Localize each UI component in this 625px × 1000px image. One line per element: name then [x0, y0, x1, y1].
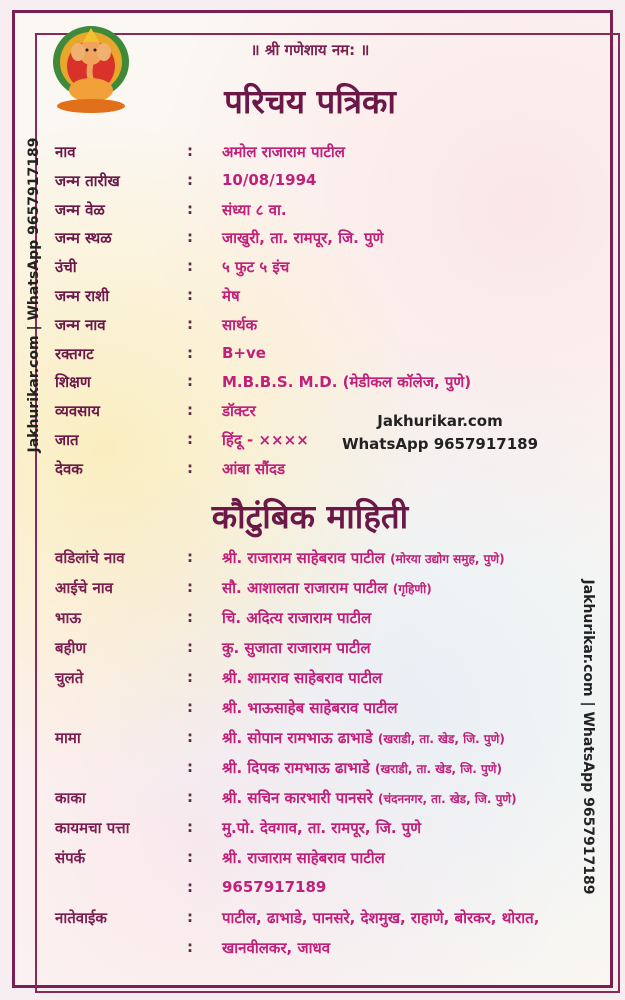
personal-label: जन्म तारीख: [55, 171, 120, 190]
family-row: [55, 818, 595, 848]
family-colon: :: [187, 668, 193, 686]
personal-label: जन्म स्थळ: [55, 229, 112, 248]
watermark-center: [330, 410, 550, 456]
personal-row: [55, 344, 475, 372]
family-value: [222, 788, 517, 808]
family-label: बहीण: [55, 639, 87, 657]
family-note: (मोरया उद्योग समुह, पुणे): [390, 552, 505, 566]
personal-colon: :: [187, 228, 193, 247]
personal-label: शिक्षण: [55, 373, 91, 392]
family-value: [222, 908, 539, 928]
personal-label: नाव: [55, 143, 76, 161]
personal-value-text: जाखुरी, ता. रामपूर, जि. पुणे: [222, 229, 384, 248]
personal-value-text: डॉक्टर: [222, 402, 256, 421]
family-row: [55, 548, 595, 578]
family-colon: :: [187, 728, 193, 746]
personal-value: [222, 401, 256, 421]
family-label: चुलते: [55, 669, 84, 687]
personal-value-text: मेष: [222, 287, 240, 305]
personal-row: [55, 372, 475, 400]
watermark-whatsapp: WhatsApp 9657917189: [341, 435, 539, 453]
family-label: कायमचा पत्ता: [55, 819, 130, 837]
personal-colon: :: [187, 142, 193, 160]
personal-value-text: संध्या ८ वा.: [222, 200, 287, 219]
personal-value: [222, 257, 289, 277]
personal-value: [222, 459, 285, 479]
personal-row: [55, 459, 475, 487]
family-colon: :: [187, 758, 193, 776]
family-value: [222, 548, 505, 568]
personal-value-text: B+ve: [222, 343, 266, 362]
family-value-text: श्री. शामराव साहेबराव पाटील: [222, 669, 383, 687]
family-colon: :: [187, 938, 193, 956]
family-label: संपर्क: [55, 849, 86, 867]
invocation-text: ॥ श्री गणेशाय नम: ॥: [250, 41, 370, 59]
family-value: [222, 638, 371, 658]
family-row: [55, 938, 595, 968]
personal-value: [222, 200, 287, 220]
family-value-text: मु.पो. देवगाव, ता. रामपूर, जि. पुणे: [222, 819, 422, 837]
personal-colon: :: [187, 257, 193, 276]
family-value-text: श्री. सोपान रामभाऊ ढाभाडे: [222, 729, 373, 747]
family-colon: :: [187, 788, 193, 806]
personal-value-text: M.B.B.S. M.D. (मेडीकल कॉलेज, पुणे): [222, 373, 472, 392]
family-value: [222, 698, 398, 718]
family-value-text: श्री. भाऊसाहेब साहेबराव पाटील: [222, 699, 398, 717]
family-row: [55, 728, 595, 758]
family-label: आईचे नाव: [55, 579, 113, 597]
personal-colon: :: [187, 343, 193, 362]
family-row: [55, 698, 595, 728]
family-row: [55, 638, 595, 668]
watermark-side-right: Jakhurikar.com | WhatsApp 9657917189: [580, 579, 596, 895]
family-value-text: 9657917189: [222, 878, 327, 896]
personal-colon: :: [187, 170, 193, 189]
family-colon: :: [187, 848, 193, 866]
personal-value: [222, 286, 240, 306]
personal-colon: :: [187, 401, 193, 420]
family-value: [222, 848, 385, 868]
personal-label: जन्म नाव: [55, 315, 106, 334]
family-label: मामा: [55, 729, 81, 747]
family-value: [222, 878, 326, 896]
family-value-text: श्री. दिपक रामभाऊ ढाभाडे: [222, 759, 370, 777]
personal-value-text: ५ फुट ५ इंच: [222, 258, 290, 277]
family-note: (गृहिणी): [392, 582, 432, 596]
family-colon: :: [187, 608, 193, 626]
family-colon: :: [187, 698, 193, 716]
personal-value-text: हिंदू - ××××: [222, 431, 309, 449]
personal-value-text: आंबा सौंदड: [222, 459, 286, 478]
personal-colon: :: [187, 430, 193, 448]
personal-row: [55, 257, 475, 285]
personal-row: [55, 171, 475, 199]
personal-colon: :: [187, 458, 193, 477]
family-value: [222, 578, 432, 598]
watermark-site: Jakhurikar.com: [377, 412, 503, 430]
personal-value: [222, 315, 257, 335]
family-colon: :: [187, 578, 193, 596]
family-value-text: श्री. राजाराम साहेबराव पाटील: [222, 849, 385, 867]
family-colon: :: [187, 908, 193, 926]
personal-value: [222, 430, 309, 450]
personal-value: [222, 228, 383, 248]
family-note: (खराडी, ता. खेड, जि. पुणे): [377, 732, 505, 746]
family-row: [55, 908, 595, 938]
personal-value: [222, 171, 316, 189]
personal-colon: :: [187, 314, 193, 333]
family-value: [222, 728, 505, 748]
family-value-text: चि. अदित्य राजाराम पाटील: [222, 609, 372, 627]
family-title: कौटुंबिक माहिती: [211, 497, 409, 536]
family-row: [55, 608, 595, 638]
family-label: भाऊ: [55, 609, 82, 627]
personal-row: [55, 142, 475, 170]
personal-label: देवक: [55, 459, 83, 478]
personal-value-text: 10/08/1994: [222, 170, 317, 189]
personal-colon: :: [187, 286, 193, 304]
personal-label: व्यवसाय: [55, 402, 100, 421]
family-value-text: श्री. सचिन कारभारी पानसरे: [222, 789, 373, 807]
personal-label: रक्तगट: [55, 344, 94, 363]
family-value: [222, 818, 421, 838]
family-label: वडिलांचे नाव: [55, 549, 125, 567]
personal-label: जन्म राशी: [55, 287, 110, 305]
family-row: [55, 878, 595, 908]
family-value-text: कु. सुजाता राजाराम पाटील: [222, 639, 371, 657]
family-value-text: खानवीलकर, जाधव: [222, 939, 331, 957]
personal-colon: :: [187, 372, 193, 391]
family-row: [55, 848, 595, 878]
family-value: [222, 668, 382, 688]
personal-label: जन्म वेळ: [55, 200, 105, 219]
personal-row: [55, 286, 475, 314]
personal-colon: :: [187, 199, 193, 218]
family-row: [55, 758, 595, 788]
family-value-text: पाटील, ढाभाडे, पानसरे, देशमुख, राहाणे, बोरकर, थोरात,: [222, 909, 540, 927]
personal-label: उंची: [55, 258, 77, 277]
personal-label: जात: [55, 431, 79, 449]
family-colon: :: [187, 818, 193, 836]
family-note: (चंदननगर, ता. खेड, जि. पुणे): [377, 792, 517, 806]
family-value: [222, 938, 330, 958]
family-label: काका: [55, 789, 86, 807]
family-row: [55, 668, 595, 698]
personal-value-text: अमोल राजाराम पाटील: [222, 143, 345, 161]
personal-row: [55, 228, 475, 256]
personal-value: [222, 142, 345, 162]
family-note: (खराडी, ता. खेड, जि. पुणे): [374, 762, 502, 776]
family-row: [55, 578, 595, 608]
watermark-side-left: Jakhurikar.com | WhatsApp 9657917189: [26, 137, 42, 453]
page-title: परिचय पत्रिका: [224, 82, 396, 121]
personal-value: [222, 344, 266, 362]
family-colon: :: [187, 638, 193, 656]
personal-value-text: सार्थक: [222, 315, 258, 334]
family-value-text: सौ. आशालता राजाराम पाटील: [222, 579, 388, 597]
family-value: [222, 608, 371, 628]
family-value-text: श्री. राजाराम साहेबराव पाटील: [222, 549, 385, 567]
family-colon: :: [187, 878, 193, 896]
personal-row: [55, 315, 475, 343]
personal-value: [222, 372, 471, 392]
family-value: [222, 758, 502, 778]
family-colon: :: [187, 548, 193, 566]
family-label: नातेवाईक: [55, 909, 107, 927]
family-row: [55, 788, 595, 818]
personal-row: [55, 200, 475, 228]
